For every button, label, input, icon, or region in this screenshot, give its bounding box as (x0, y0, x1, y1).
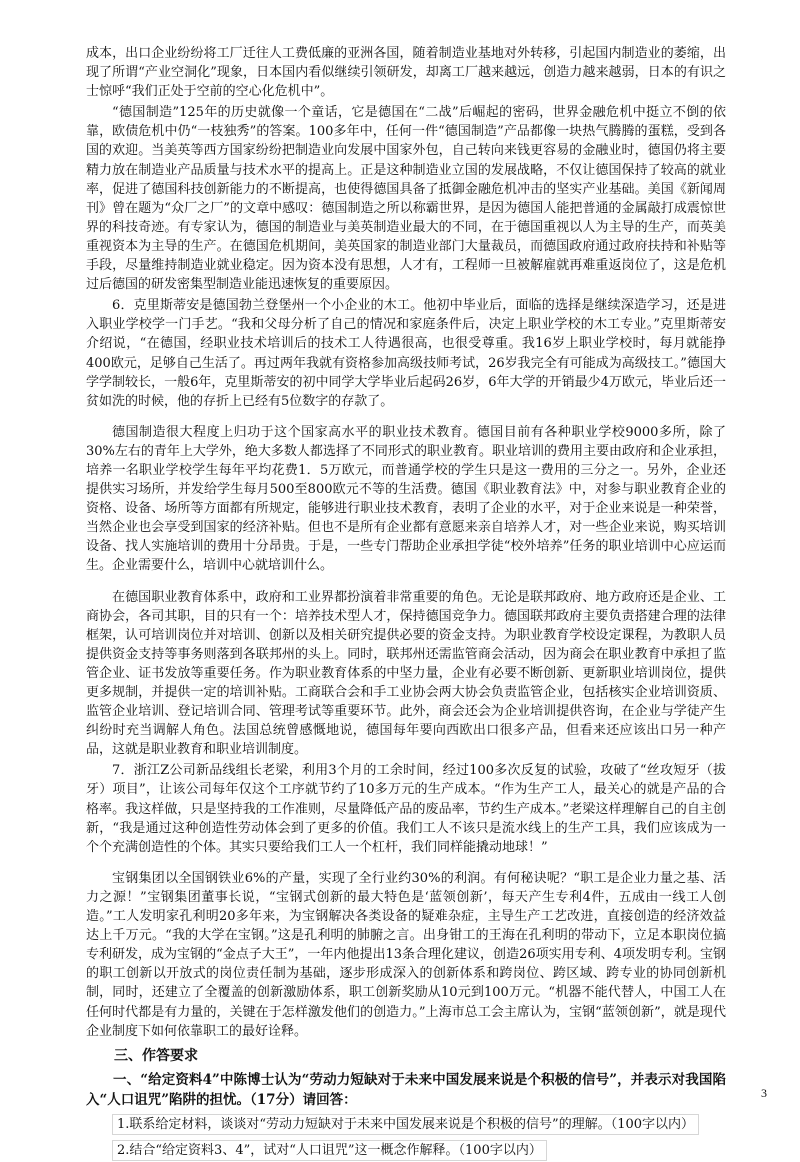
question-heading: 一、“给定资料4”中陈博士认为“劳动力短缺对于未来中国发展来说是个积极的信号”，并表示对我国陷入“人口诅咒”陷阱的担忧。（17分）请回答： (86, 1071, 726, 1108)
paragraph-zhejiang-laoliang: 7．浙江Z公司新品线组长老梁，利用3个月的工余时间，经过100多次反复的试验，攻破了“丝攻短牙（拔牙）项目”，让该公司每年仅这个工序就节约了10多万元的生产成本。“作为生产工人，最关心的就是产品的合格率。我这样做，只是坚持我的工作准则，尽量降低产品的废品率，节约生产成本。”老梁这样理解自己的自主创新，“我是通过这种创造性劳动体会到了更多的价值。我们工人不该只是流水线上的生产工具，我们应该成为一个个充满创造性的个体。其实只要给我们工人一个杠杆，我们同样能撬动地球！” (86, 763, 726, 855)
paragraph-education-system: 在德国职业教育体系中，政府和工业界都扮演着非常重要的角色。无论是联邦政府、地方政府还是企业、工商协会，各司其职，目的只有一个：培养技术型人才，保持德国竞争力。德国联邦政府主要负责搭建合理的法律框架，认可培训岗位并对培训、创新以及相关研究提供必要的资金支持。为职业教育学校设定课程，为教职人员提供资金支持等事务则落到各联邦州的头上。同时，联邦州还需监管商会活动，因为商会在职业教育中承担了监管企业、证书发放等重要任务。作为职业教育体系的中坚力量，企业有必要不断创新、更新职业培训岗位，提供更多规制，并提供一定的培训补贴。工商联合会和手工业协会两大协会负责监管企业，包括核实企业培训资质、监管企业培训、登记培训合同、管理考试等重要环节。此外，商会还会为企业培训提供咨询，在企业与学徒产生纠纷时充当调解人角色。法国总统曾感慨地说，德国每年要向西欧出口很多产品，但看来还应该出口另一种产品，这就是职业教育和职业培训制度。 (86, 589, 726, 758)
paragraph-made-in-germany: “德国制造”125年的历史就像一个童话，它是德国在“二战”后崛起的密码，世界金融危机中挺立不倒的依靠，欧债危机中仍“一枝独秀”的答案。100多年中，任何一件“德国制造”产品都像一块热气腾腾的蛋糕，受到各国的欢迎。当美英等西方国家纷纷把制造业向发展中国家外包，自己转向来钱更容易的金融业时，德国仍将主要精力放在制造业产品质量与技术水平的提高上。正是这种制造业立国的发展战略，不仅让德国保持了较高的就业率，促进了德国科技创新能力的不断提高，也使得德国具备了抵御金融危机冲击的坚实产业基础。美国《新闻周刊》曾在题为“众厂之厂”的文章中感叹：德国制造之所以称霸世界，是因为德国人能把普通的金属敲打成震惊世界的科技奇迹。有专家认为，德国的制造业与美英制造业最大的不同，在于德国重视以人为主导的生产，而英美重视资本为主导的生产。在德国危机期间，美英国家的制造业部门大量裁员，而德国政府通过政府扶持和补贴等手段，尽量维持制造业就业稳定。因为资本没有思想，人才有，工程师一旦被解雇就再难重返岗位了，这是危机过后德国的研发密集型制造业能迅速恢复的重要原因。 (86, 105, 726, 293)
section-heading: 三、作答要求 (114, 1047, 198, 1064)
page-number: 3 (761, 1086, 767, 1100)
paragraph-baosteel: 宝钢集团以全国钢铁业6%的产量，实现了全行业约30%的利润。有何秘诀呢？“职工是企业力量之基、活力之源！”宝钢集团董事长说，“宝钢式创新的最大特色是‘蓝领创新’，每天产生专利4件，五成由一线工人创造。”工人发明家孔利明20多年来，为宝钢解决各类设备的疑难杂症，主导生产工艺改进，直接创造的经济效益达上千万元。“我的大学在宝钢。”这是孔利明的肺腑之言。出身钳工的王海在孔利明的带动下，立足本职岗位搞专利研发，成为宝钢的“金点子大王”，一年内他提出13条合理化建议，创造26项实用专利、4项发明专利。宝钢的职工创新以开放式的岗位责任制为基础，逐步形成深入的创新体系和跨岗位、跨区域、跨专业的协同创新机制，同时，还建立了全覆盖的创新激励体系，职工创新奖励从10元到100万元。“机器不能代替人，中国工人在任何时代都是有力量的，关键在于怎样激发他们的创造力。”上海市总工会主席认为，宝钢“蓝领创新”，就是现代企业制度下如何依靠职工的最好诠释。 (86, 870, 726, 1039)
paragraph-japan-hollowing: 成本，出口企业纷纷将工厂迁往人工费低廉的亚洲各国，随着制造业基地对外转移，引起国内制造业的萎缩，出现了所谓“产业空洞化”现象，日本国内看似继续引领研发，却离工厂越来越远，创造力越来越弱，日本的有识之士惊呼“我们正处于空前的空心化危机中”。 (86, 46, 726, 100)
sub-question-2 (86, 1140, 726, 1162)
sub-question-1 (86, 1114, 726, 1136)
paragraph-vocational-education: 德国制造很大程度上归功于这个国家高水平的职业技术教育。德国目前有各种职业学校9000多所，除了30%左右的青年上大学外，绝大多数人都选择了不同形式的职业教育。职业培训的费用主要由政府和企业承担，培养一名职业学校学生每年平均花费1．5万欧元，而普通学校的学生只是这一费用的三分之一。另外，企业还提供实习场所，并发给学生每月500至800欧元不等的生活费。德国《职业教育法》中，对参与职业教育企业的资格、设备、场所等方面都有所规定，能够进行职业技术教育，表明了企业的水平，对于企业来说是一种荣誉，当然企业也会享受到国家的经济补贴。但也不是所有企业都有意愿来亲自培养人才，对一些企业来说，购买培训设备、找人实施培训的费用十分昂贵。于是，一些专门帮助企业承担学徒“校外培养”任务的职业培训中心应运而生。企业需要什么，培训中心就培训什么。 (86, 424, 726, 574)
sub-question-2-text: 2.结合“给定资料3、4”，试对“人口诅咒”这一概念作解释。（100字以内） (112, 1140, 547, 1161)
paragraph-christian-carpenter: 6．克里斯蒂安是德国勃兰登堡州一个小企业的木工。他初中毕业后，面临的选择是继续深造学习，还是进入职业学校学一门手艺。“我和父母分析了自己的情况和家庭条件后，决定上职业学校的木工专业。”克里斯蒂安介绍说，“在德国，经职业技术培训后的技术工人待遇很高，也很受尊重。我16岁上职业学校时，每月就能挣400欧元，足够自己生活了。再过两年我就有资格参加高级技师考试，26岁我完全有可能成为高级技工。”德国大学学制较长，一般6年，克里斯蒂安的初中同学大学毕业后起码26岁，6年大学的开销最少4万欧元，毕业后还一贫如洗的时候，他的存折上已经有5位数字的存款了。 (86, 298, 726, 409)
document-page (86, 44, 726, 1162)
sub-question-1-text: 1.联系给定材料，谈谈对“劳动力短缺对于未来中国发展来说是个积极的信号”的理解。（100字以内） (112, 1114, 699, 1135)
